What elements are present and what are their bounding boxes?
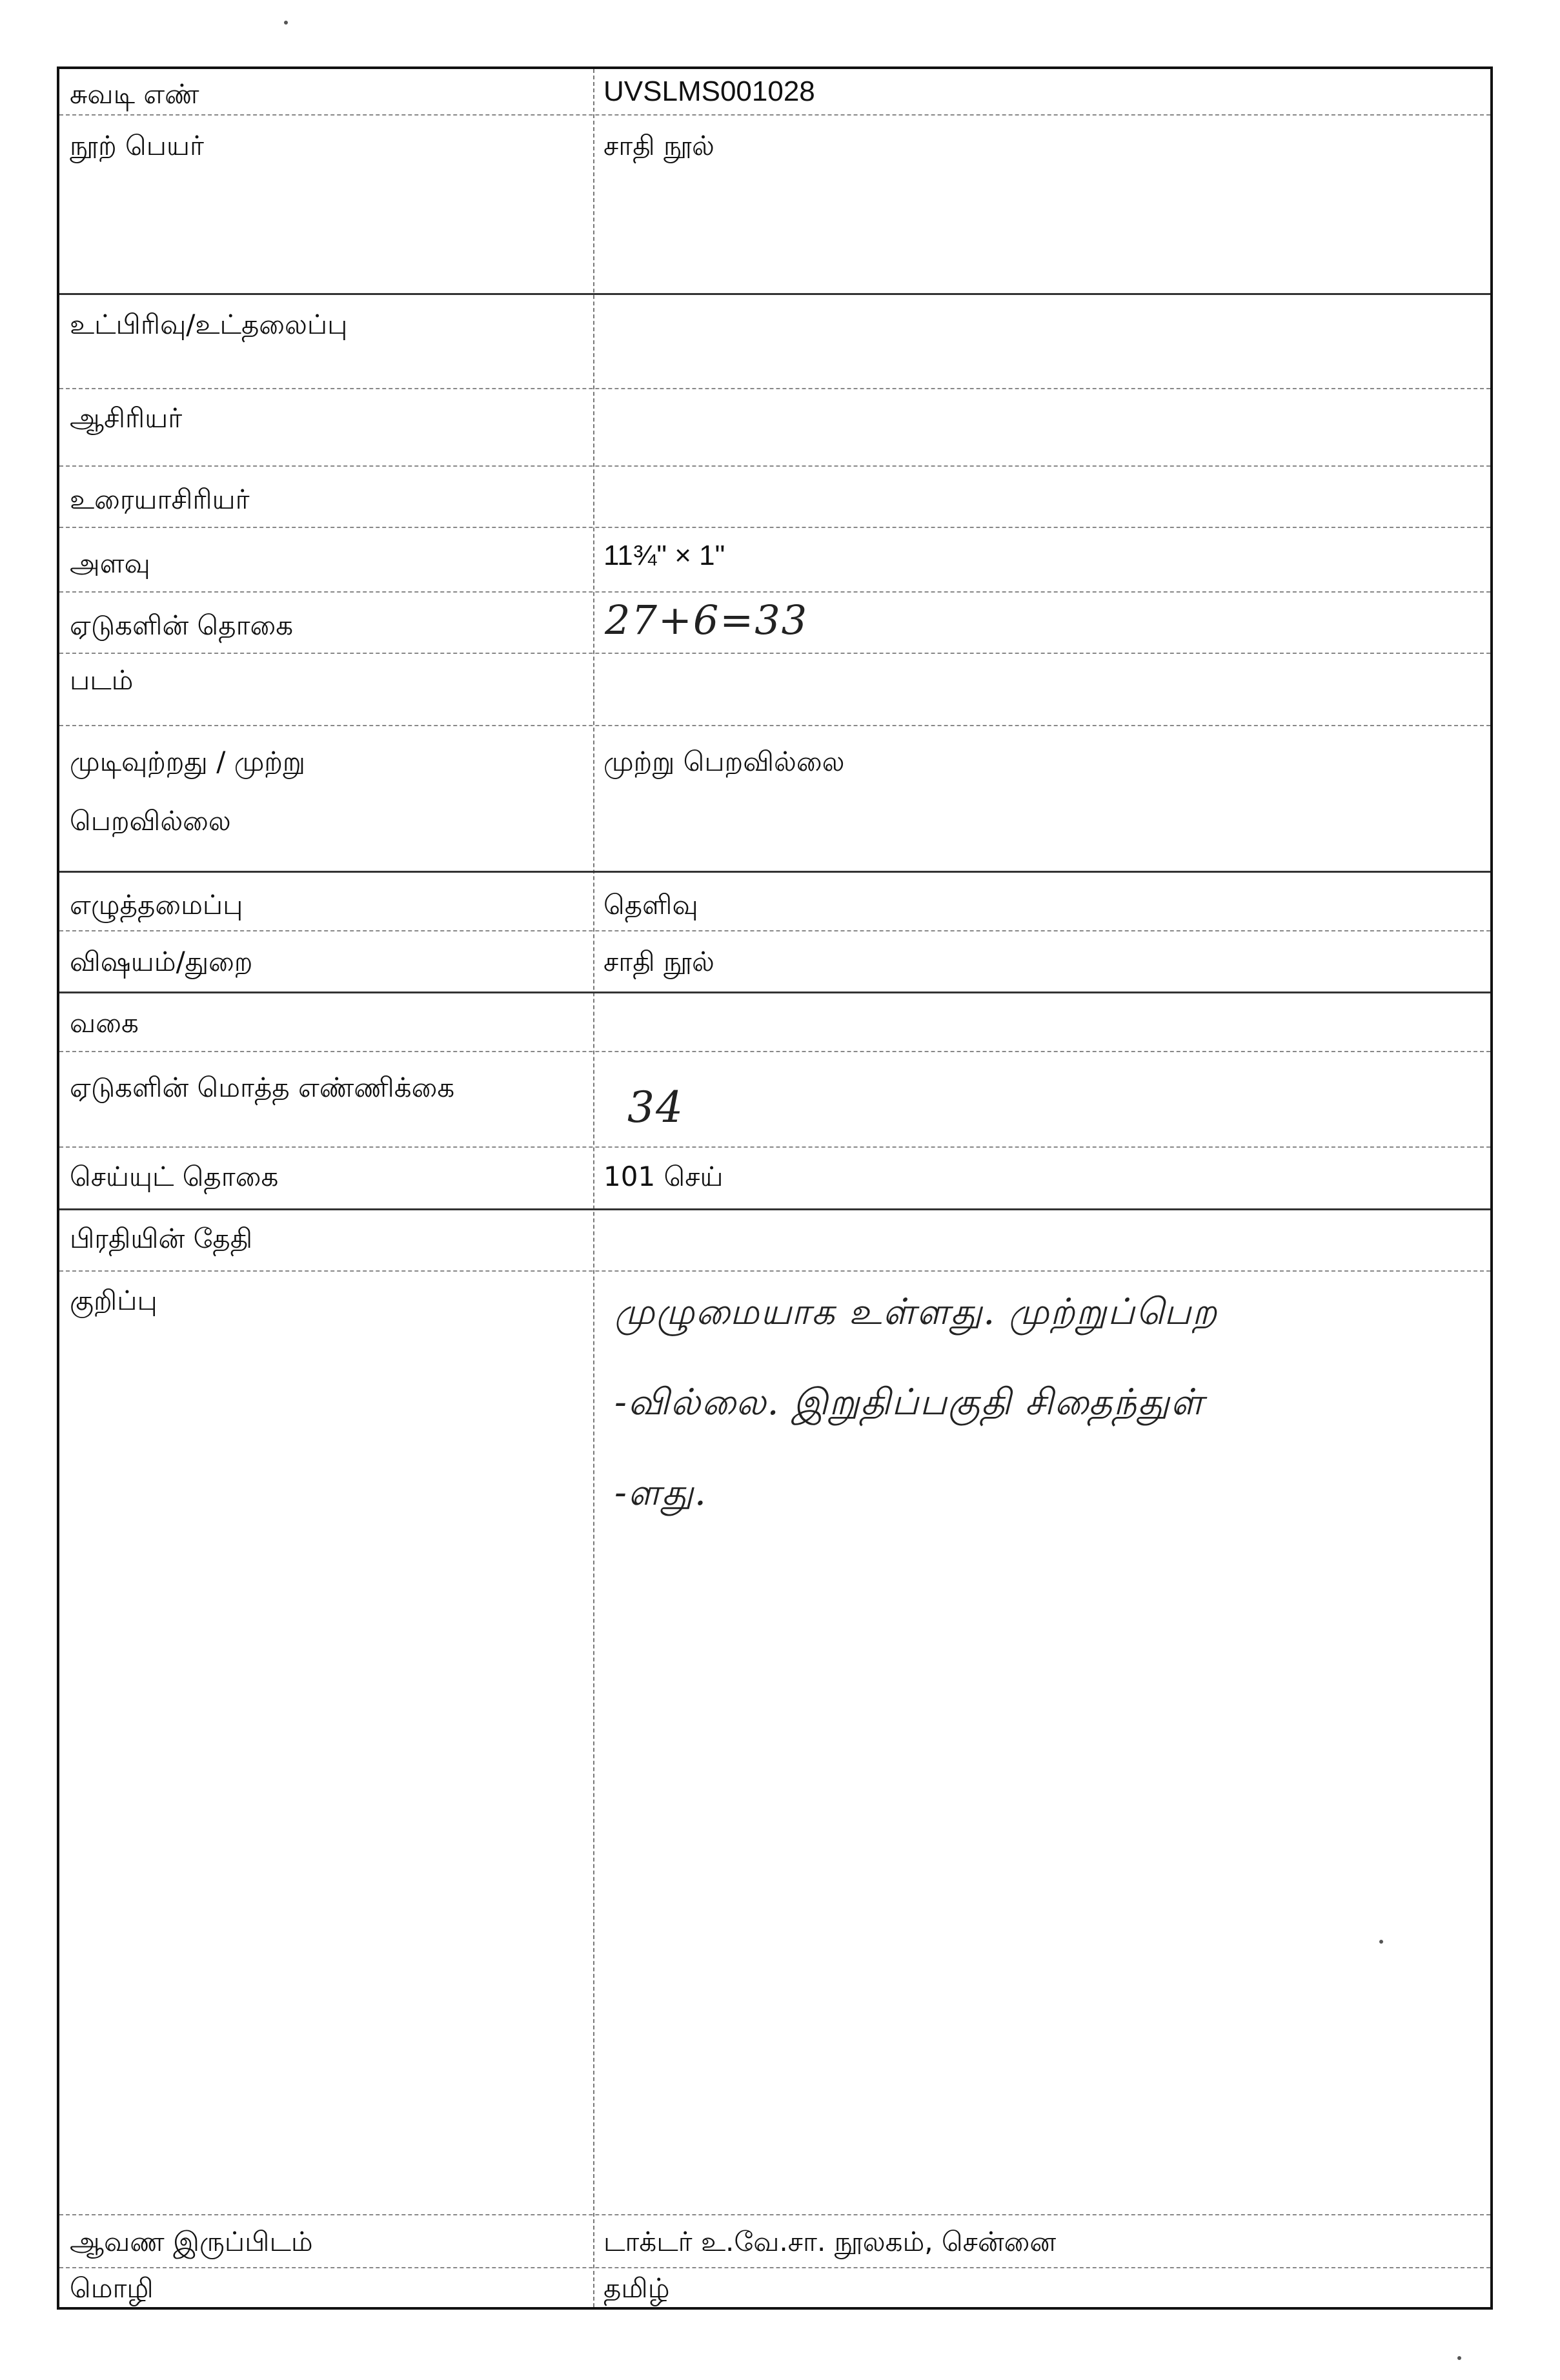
row-verse-count <box>59 1146 1490 1210</box>
row-type <box>59 992 1490 1052</box>
note-line-1: முழுமையாக உள்ளது. முற்றுப்பெற <box>614 1291 1219 1333</box>
scan-speck <box>284 21 288 25</box>
value-language: தமிழ் <box>603 2272 670 2304</box>
value-repository: டாக்டர் உ.வே.சா. நூலகம், சென்னை <box>603 2226 1057 2257</box>
label-completeness: முடிவுற்றது / முற்று <box>70 746 306 777</box>
row-commentator <box>59 465 1490 528</box>
scan-speck <box>1457 2356 1461 2360</box>
row-completeness <box>59 725 1490 873</box>
label-type: வகை <box>70 1007 139 1039</box>
label-subject: விஷயம்/துறை <box>70 946 253 977</box>
label-total-leaves: ஏடுகளின் மொத்த எண்ணிக்கை <box>70 1072 455 1103</box>
label-leaf-count: ஏடுகளின் தொகை <box>70 609 294 641</box>
row-notes <box>59 1270 1490 2215</box>
label-author: ஆசிரியர் <box>70 402 183 434</box>
note-line-3: -ளது. <box>614 1472 707 1514</box>
value-manuscript-number: UVSLMS001028 <box>603 76 815 107</box>
value-subject: சாதி நூல் <box>603 946 714 977</box>
catalog-card <box>57 66 1493 2310</box>
label-repository: ஆவண இருப்பிடம் <box>70 2226 313 2257</box>
row-copy-date <box>59 1208 1490 1272</box>
value-size: 11¾" × 1" <box>603 540 725 571</box>
row-manuscript-number <box>59 69 1490 116</box>
value-leaf-count: 27+6=33 <box>605 596 809 644</box>
label-verse-count: செய்யுட் தொகை <box>70 1161 279 1192</box>
value-verse-count: 101 செய் <box>603 1161 724 1192</box>
label-language: மொழி <box>70 2272 154 2304</box>
label-copy-date: பிரதியின் தேதி <box>70 1223 253 1254</box>
value-script: தெளிவு <box>603 889 698 920</box>
label-title: நூற் பெயர் <box>70 130 204 161</box>
label-notes: குறிப்பு <box>70 1285 157 1316</box>
row-leaf-count <box>59 591 1490 654</box>
label-size: அளவு <box>70 547 150 579</box>
label-manuscript-number: சுவடி எண் <box>70 78 199 110</box>
label-completeness-cont: பெறவில்லை <box>70 805 231 837</box>
value-completeness: முற்று பெறவில்லை <box>603 746 845 777</box>
row-size <box>59 527 1490 593</box>
value-total-leaves: 34 <box>627 1083 684 1132</box>
row-subdivision <box>59 293 1490 389</box>
row-script <box>59 871 1490 931</box>
row-author <box>59 388 1490 467</box>
label-illustration: படம் <box>70 664 134 696</box>
label-script: எழுத்தமைப்பு <box>70 889 243 920</box>
row-total-leaves <box>59 1051 1490 1148</box>
scan-speck <box>1379 1940 1383 1944</box>
row-repository <box>59 2214 1490 2268</box>
row-language <box>59 2267 1490 2310</box>
note-line-2: -வில்லை. இறுதிப்பகுதி சிதைந்துள் <box>614 1381 1205 1423</box>
row-subject <box>59 930 1490 993</box>
label-subdivision: உட்பிரிவு/உட்தலைப்பு <box>70 309 348 340</box>
row-title <box>59 114 1490 295</box>
label-commentator: உரையாசிரியர் <box>70 483 250 515</box>
value-title: சாதி நூல் <box>603 130 714 161</box>
row-illustration <box>59 653 1490 726</box>
